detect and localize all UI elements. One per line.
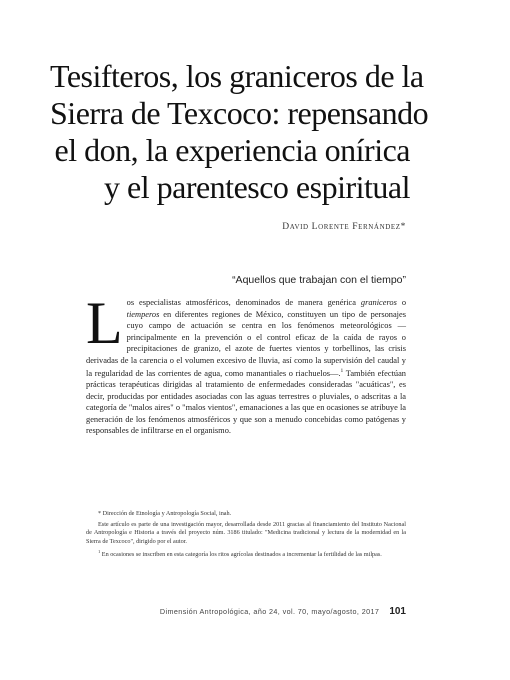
footnote-ref[interactable]: 1 xyxy=(340,368,344,374)
author-name: David Lorente Fernández* xyxy=(282,222,406,232)
body-text: o xyxy=(396,298,407,307)
title-line: el don, la experiencia onírica xyxy=(54,132,410,168)
article-body xyxy=(86,290,407,437)
first-paragraph xyxy=(86,290,407,437)
term-graniceros: graniceros xyxy=(360,298,397,307)
term-tiemperos: tiemperos xyxy=(126,309,160,319)
body-text: en diferentes regiones de México, constituyen un tipo de personajes cuyo campo de actuación se centra en los fenómenos meteorológicos —principalmente en la prevención o el control eficaz de la caída de rayos o precipitaciones de granizo, el azote de fuertes vientos y torbellinos, las crisis derivadas de la carencia o el volumen excesivo de lluvia, así como la supervisión del caudal y la regularidad de las corrientes de agua, como manantiales o riachuelos—. xyxy=(86,309,406,378)
page-number: 101 xyxy=(389,606,406,617)
footnotes xyxy=(86,510,406,562)
footnote-affiliation: * Dirección de Etnología y Antropología Social, inah. xyxy=(98,510,232,517)
epigraph: “Aquellos que trabajan con el tiempo” xyxy=(232,274,406,286)
page-footer xyxy=(160,606,406,617)
body-text: os especialistas atmosféricos, denominados de manera genérica xyxy=(126,298,361,307)
drop-cap: L xyxy=(86,290,123,356)
title-line: Sierra de Texcoco: repensando xyxy=(50,95,429,131)
title-line: Tesifteros, los graniceros de la xyxy=(50,58,424,94)
footnote-text: En ocasiones se inscriben en esta categoría los ritos agrícolas destinados a incrementar la fertilidad de las milpas. xyxy=(100,551,382,559)
footnote-funding: Este artículo es parte de una investigación mayor, desarrollada desde 2011 gracias al financiamiento del Instituto Nacional de Antropología e Historia a través del proyecto núm. 3186 titulado: "Medicina tradicional y lectura de la modernidad en la Sierra de Texcoco", dirigido por el autor. xyxy=(86,520,406,545)
journal-citation: Dimensión Antropológica, año 24, vol. 70, mayo/agosto, 2017 xyxy=(159,607,380,616)
body-text: También efectúan prácticas terapéuticas dirigidas al tratamiento de enfermedades consideradas "acuáticas", es decir, producidas por entidades asociadas con las aguas terrestres o pluviales, o adscritas a la categoría de "malos aires" o "malos vientos", emanaciones a las que en ocasiones se atribuye la generación de los fenómenos atmosféricos y que son a menudo concebidas como patógenas y responsables de infiltrarse en el organismo. xyxy=(86,368,406,436)
footnote-1 xyxy=(86,548,406,560)
footnote-marker: 1 xyxy=(98,549,101,555)
title-line: y el parentesco espiritual xyxy=(104,169,410,205)
article-title xyxy=(50,58,429,206)
